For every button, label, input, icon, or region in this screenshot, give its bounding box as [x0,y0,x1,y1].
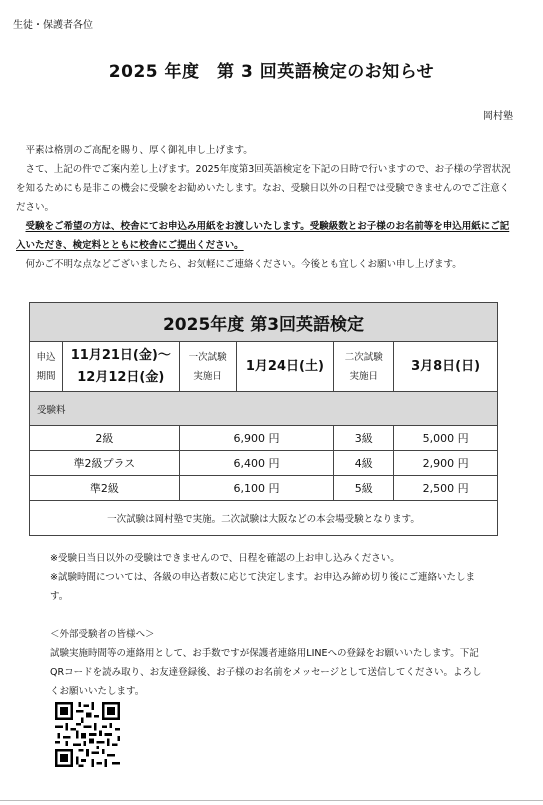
fee-cell: 2,500 円 [394,476,498,501]
apply-period-label: 申込 期間 [30,342,63,392]
table-row [30,451,498,476]
note-item: ※試験時間については、各級の申込者数に応じて決定します。お申込み締め切り後にご連絡いたします。 [50,572,476,602]
qr-code-icon[interactable] [55,702,120,767]
greeting-paragraph: 平素は格別のご高配を賜り、厚く御礼申し上げます。 [25,145,253,156]
grade-cell: 準2級 [30,476,180,501]
fee-cell: 2,900 円 [394,451,498,476]
closing-paragraph: 何かご不明な点などございましたら、お気軽にご連絡ください。今後とも宜しくお願い申し上げます。 [25,259,462,270]
first-exam-date: 1月24日(土) [236,342,334,392]
fee-cell: 6,400 円 [179,451,334,476]
table-title: 2025年度 第3回英語検定 [30,303,498,342]
notes-section [50,549,490,701]
addressee: 生徒・保護者各位 [13,20,93,31]
external-body: 試験実施時間等の連絡用として、お手数ですが保護者連絡用LINEへの登録をお願いいたします。下記QRコードを読み取り、お友達登録後、お子様のお名前をメッセージとして送信してください。よろしくお願いいたします。 [50,648,482,697]
second-exam-date: 3月8日(日) [394,342,498,392]
application-paragraph [16,217,513,255]
sender-name: 岡村塾 [483,111,513,122]
exam-info-table [29,302,498,536]
fee-header: 受験料 [30,392,498,426]
guidance-paragraph: さて、上記の件でご案内差し上げます。2025年度第3回英語検定を下記の日時で行いますので、お子様の学習状況を知るためにも是非この機会に受験をお勧めいたします。なお、受験日以外の日程では受験できませんのでご注意ください。 [16,164,511,213]
table-row [30,476,498,501]
grade-cell: 2級 [30,426,180,451]
grade-cell: 4級 [334,451,394,476]
apply-period-dates: 11月21日(金)～ 12月12日(金) [62,342,179,392]
grade-cell: 5級 [334,476,394,501]
grade-cell: 3級 [334,426,394,451]
application-instruction: 受験をご希望の方は、校舎にてお申込み用紙をお渡しいたします。受験級数とお子様のお名前等を申込用紙にご記入いただき、検定料とともに校舎にご提出ください。 [16,221,510,251]
fee-cell: 6,900 円 [179,426,334,451]
second-exam-label: 二次試験 実施日 [334,342,394,392]
note-item: ※受験日当日以外の受験はできませんので、日程を確認の上お申し込みください。 [50,553,400,564]
external-heading: ＜外部受験者の皆様へ＞ [50,629,155,640]
page-bottom-divider [0,800,543,801]
fee-cell: 5,000 円 [394,426,498,451]
first-exam-label: 一次試験 実施日 [179,342,236,392]
fee-cell: 6,100 円 [179,476,334,501]
grade-cell: 準2級プラス [30,451,180,476]
table-note: 一次試験は岡村塾で実施。二次試験は大阪などの本会場受験となります。 [30,501,498,536]
page-title: 2025 年度 第 3 回英語検定のお知らせ [108,62,435,82]
table-row [30,426,498,451]
letter-body [16,141,513,274]
